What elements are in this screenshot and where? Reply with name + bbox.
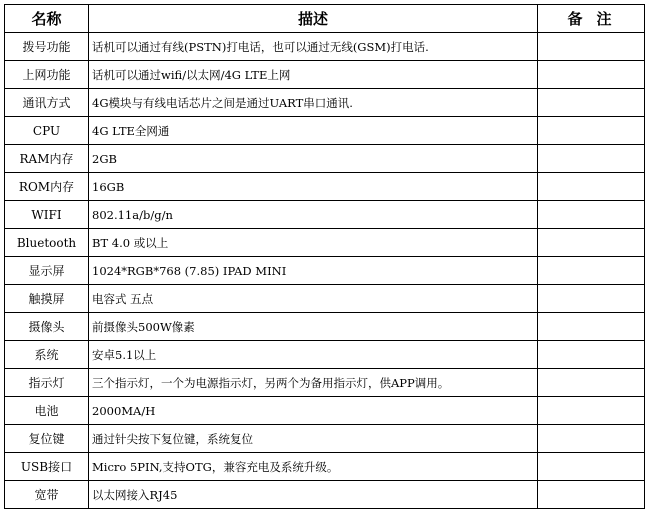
desc-cell: 以太网接入RJ45 (89, 481, 538, 509)
name-cell: 指示灯 (5, 369, 89, 397)
name-cell: 系统 (5, 341, 89, 369)
table-row (5, 61, 645, 89)
remark-cell (538, 89, 645, 117)
remark-cell (538, 369, 645, 397)
desc-cell: 2GB (89, 145, 538, 173)
remark-cell (538, 397, 645, 425)
desc-cell: 802.11a/b/g/n (89, 201, 538, 229)
remark-cell (538, 257, 645, 285)
remark-cell (538, 117, 645, 145)
name-cell: USB接口 (5, 453, 89, 481)
desc-cell: 三个指示灯，一个为电源指示灯，另两个为备用指示灯，供APP调用。 (89, 369, 538, 397)
name-cell: 复位键 (5, 425, 89, 453)
name-cell: 摄像头 (5, 313, 89, 341)
name-cell: 宽带 (5, 481, 89, 509)
table-row (5, 201, 645, 229)
desc-cell: 话机可以通过有线(PSTN)打电话，也可以通过无线(GSM)打电话. (89, 33, 538, 61)
table-row (5, 285, 645, 313)
desc-cell: 2000MA/H (89, 397, 538, 425)
remark-cell (538, 313, 645, 341)
remark-cell (538, 61, 645, 89)
desc-cell: 4G模块与有线电话芯片之间是通过UART串口通讯. (89, 89, 538, 117)
table-row (5, 453, 645, 481)
name-cell: 显示屏 (5, 257, 89, 285)
table-row (5, 117, 645, 145)
table-row (5, 257, 645, 285)
table-row (5, 341, 645, 369)
name-cell: Bluetooth (5, 229, 89, 257)
remark-cell (538, 481, 645, 509)
table-row (5, 313, 645, 341)
table-row (5, 369, 645, 397)
table-row (5, 173, 645, 201)
desc-cell: 16GB (89, 173, 538, 201)
desc-cell: 4G LTE全网通 (89, 117, 538, 145)
spec-table (4, 4, 645, 509)
name-cell: ROM内存 (5, 173, 89, 201)
table-row (5, 33, 645, 61)
header-desc: 描述 (89, 5, 538, 33)
table-row (5, 229, 645, 257)
name-cell: CPU (5, 117, 89, 145)
remark-cell (538, 145, 645, 173)
table-body (5, 33, 645, 509)
remark-cell (538, 229, 645, 257)
desc-cell: 1024*RGB*768 (7.85) IPAD MINI (89, 257, 538, 285)
remark-cell (538, 341, 645, 369)
name-cell: 电池 (5, 397, 89, 425)
remark-cell (538, 425, 645, 453)
desc-cell: 电容式 五点 (89, 285, 538, 313)
remark-cell (538, 453, 645, 481)
desc-cell: Micro 5PIN,支持OTG，兼容充电及系统升级。 (89, 453, 538, 481)
desc-cell: BT 4.0 或以上 (89, 229, 538, 257)
remark-cell (538, 173, 645, 201)
desc-cell: 前摄像头500W像素 (89, 313, 538, 341)
remark-cell (538, 33, 645, 61)
table-row (5, 425, 645, 453)
header-remark: 备注 (538, 5, 645, 33)
table-row (5, 89, 645, 117)
remark-cell (538, 201, 645, 229)
desc-cell: 通过针尖按下复位键，系统复位 (89, 425, 538, 453)
header-name: 名称 (5, 5, 89, 33)
table-row (5, 481, 645, 509)
name-cell: 上网功能 (5, 61, 89, 89)
table-row (5, 145, 645, 173)
table-row (5, 397, 645, 425)
name-cell: 拨号功能 (5, 33, 89, 61)
header-row (5, 5, 645, 33)
desc-cell: 安卓5.1以上 (89, 341, 538, 369)
remark-cell (538, 285, 645, 313)
name-cell: 通讯方式 (5, 89, 89, 117)
name-cell: 触摸屏 (5, 285, 89, 313)
desc-cell: 话机可以通过wifi/以太网/4G LTE上网 (89, 61, 538, 89)
name-cell: WIFI (5, 201, 89, 229)
name-cell: RAM内存 (5, 145, 89, 173)
